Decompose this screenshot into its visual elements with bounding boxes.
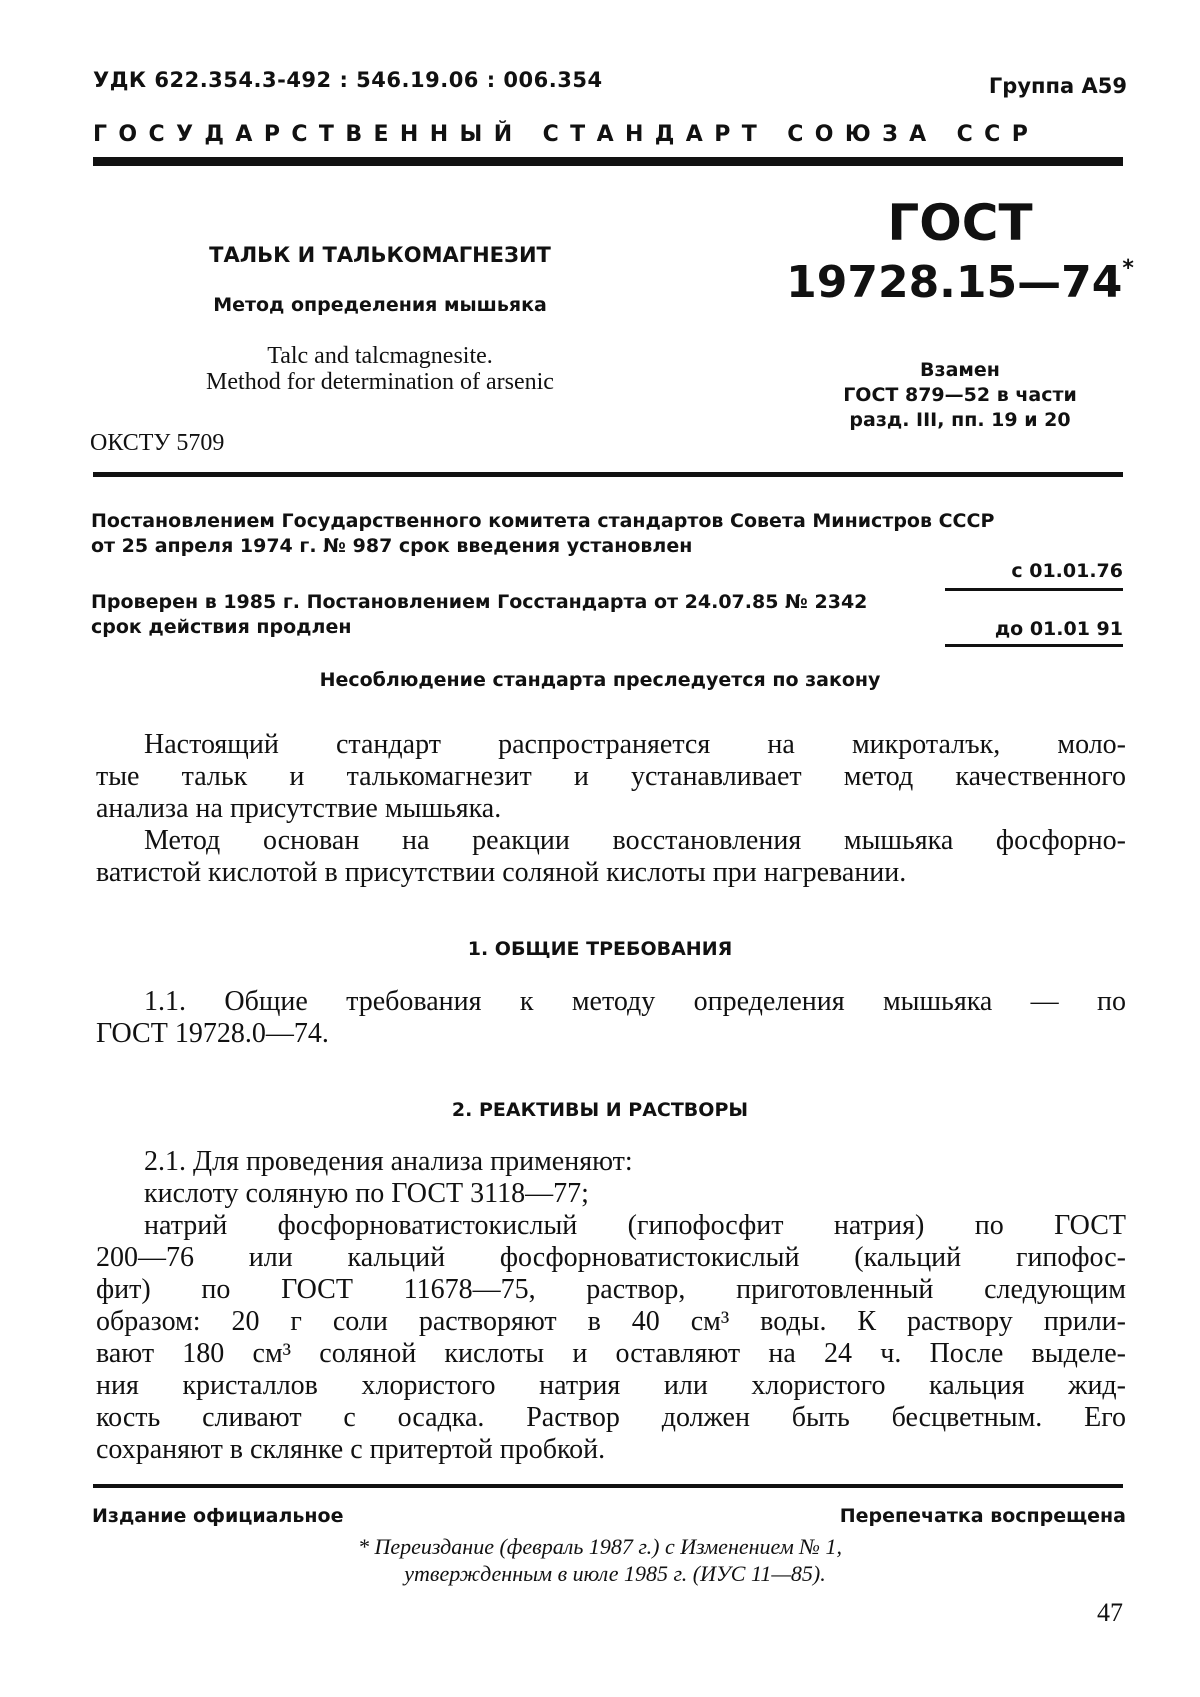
section-1-line: ГОСТ 19728.0—74. <box>96 1018 329 1049</box>
section-2-line: образом: 20 г соли растворяют в 40 см³ воды. К раствору прили- <box>96 1306 1126 1337</box>
section-2-line: кислоту соляную по ГОСТ 3118—77; <box>144 1178 589 1209</box>
replaces-label: Взамен <box>920 359 1000 381</box>
section-1-line: 1.1. Общие требования к методу определения мышьяка — по <box>144 986 1126 1017</box>
title-rule <box>93 472 1123 477</box>
section-2-line: 200—76 или кальций фосфорноватистокислый (кальций гипофос- <box>96 1242 1126 1273</box>
footnote-line-2: утвержденным в июле 1985 г. (ИУС 11—85). <box>404 1561 826 1586</box>
udc-code: УДК 622.354.3-492 : 546.19.06 : 006.354 <box>93 68 603 92</box>
section-2-line: фит) по ГОСТ 11678—75, раствор, приготовленный следующим <box>96 1274 1126 1305</box>
decree-line-2: от 25 апреля 1974 г. № 987 срок введения установлен <box>91 535 693 557</box>
footer-rule <box>93 1484 1123 1488</box>
english-title-line-2: Method for determination of arsenic <box>206 369 554 395</box>
section-2-line: 2.1. Для проведения анализа применяют: <box>144 1146 633 1177</box>
section-2-line: кость сливают с осадка. Раствор должен быть бесцветным. Его <box>96 1402 1126 1433</box>
gost-number-value: 19728.15—74 <box>786 257 1123 308</box>
expiry-date: до 01.01 91 <box>994 618 1123 640</box>
okstu-code: ОКСТУ 5709 <box>90 430 225 456</box>
section-2-line: ния кристаллов хлористого натрия или хлористого кальция жид- <box>96 1370 1126 1401</box>
document-title: ТАЛЬК И ТАЛЬКОМАГНЕЗИТ <box>209 243 551 267</box>
footnote-line-1: * Переиздание (февраль 1987 г.) с Изменением № 1, <box>357 1534 843 1559</box>
section-2-line: сохраняют в склянке с притертой пробкой. <box>96 1434 606 1465</box>
document-subtitle: Метод определения мышьяка <box>213 294 547 316</box>
expiry-date-rule <box>945 644 1123 647</box>
decree-line-3: Проверен в 1985 г. Постановлением Госстандарта от 24.07.85 № 2342 <box>91 591 868 613</box>
section-2-heading: 2. РЕАКТИВЫ И РАСТВОРЫ <box>451 1099 749 1121</box>
intro-line: Настоящий стандарт распространяется на микроталък, моло- <box>144 729 1126 760</box>
intro-line: ватистой кислотой в присутствии соляной кислоты при нагревании. <box>96 857 907 888</box>
english-title-line-1: Talc and talcmagnesite. <box>267 343 493 369</box>
replaces-sections: разд. III, пп. 19 и 20 <box>849 409 1071 431</box>
reprint-note: Перепечатка воспрещена <box>839 1505 1126 1527</box>
decree-line-1: Постановлением Государственного комитета стандартов Совета Министров СССР <box>91 510 995 532</box>
section-2-text <box>96 1146 1126 1466</box>
gost-label: ГОСТ <box>887 194 1033 252</box>
intro-text <box>96 729 1126 889</box>
section-1-heading: 1. ОБЩИЕ ТРЕБОВАНИЯ <box>467 938 733 960</box>
gost-asterisk: * <box>1122 256 1134 282</box>
intro-line: анализа на присутствие мышьяка. <box>96 793 502 824</box>
effective-date-rule <box>945 588 1123 591</box>
intro-line: тые тальк и талькомагнезит и устанавливает метод качественного <box>96 761 1126 792</box>
effective-date: с 01.01.76 <box>1011 560 1123 582</box>
edition-note: Издание официальное <box>92 1505 344 1527</box>
section-1-text <box>96 986 1126 1050</box>
page-number: 47 <box>1097 1598 1123 1627</box>
header-rule <box>93 157 1123 166</box>
section-2-line: натрий фосфорноватистокислый (гипофосфит натрия) по ГОСТ <box>144 1210 1126 1241</box>
section-2-line: вают 180 см³ соляной кислоты и оставляют на 24 ч. После выделе- <box>96 1338 1126 1369</box>
legal-warning: Несоблюдение стандарта преследуется по закону <box>319 669 881 691</box>
intro-line: Метод основан на реакции восстановления мышьяка фосфорно- <box>144 825 1126 856</box>
gost-number <box>785 257 1135 308</box>
standard-banner: ГОСУДАРСТВЕННЫЙ СТАНДАРТ СОЮЗА ССР <box>93 122 1040 147</box>
group-code: Группа А59 <box>988 74 1127 98</box>
replaces-standard: ГОСТ 879—52 в части <box>843 384 1077 406</box>
decree-line-4: срок действия продлен <box>91 616 352 638</box>
